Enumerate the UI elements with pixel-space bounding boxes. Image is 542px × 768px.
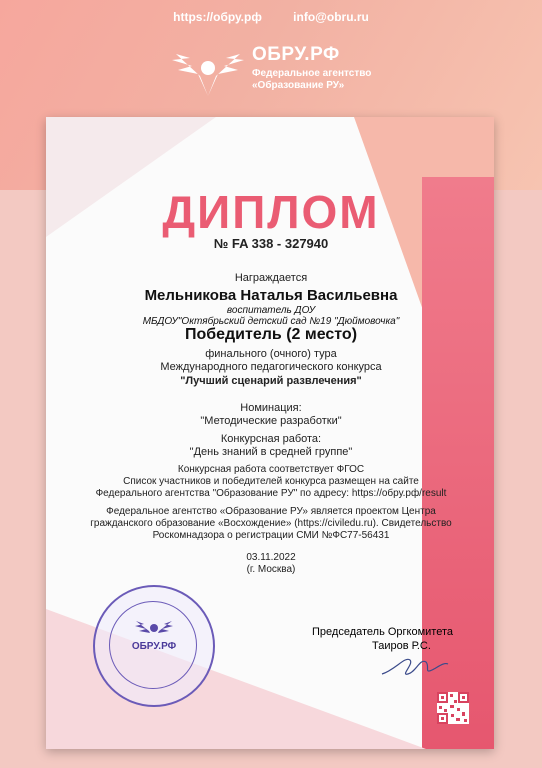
contest-text: Международного педагогического конкурса (160, 361, 382, 373)
diploma-number: № FA 338 - 327940 (213, 236, 329, 251)
project-text-1: Федеральное агентство «Образование РУ» является проектом Центра (106, 506, 436, 517)
logo-subtitle (252, 68, 371, 92)
site-link[interactable]: https://обру.рф (173, 10, 262, 24)
logo (170, 44, 390, 100)
issue-date: 03.11.2022 (246, 552, 296, 563)
recipient-org: МБДОУ"Октябрьский детский сад №19 "Дюймовочка" (142, 316, 400, 327)
header-links (0, 10, 542, 24)
email-link[interactable]: info@obru.ru (293, 10, 369, 24)
signer-title: Председатель Оргкомитета (312, 626, 454, 638)
logo-sub-line1: Федеральное агентство (252, 68, 372, 79)
project-text-3: Роскомнадзора о регистрации СМИ №ФС77-56431 (152, 530, 390, 541)
logo-sub-line2: «Образование РУ» (252, 80, 345, 91)
stamp-text: ОБРУ.РФ (131, 641, 177, 652)
list-text-2: Федерального агентства "Образование РУ" по адресу: https://обру.рф/result (95, 488, 447, 499)
issue-city: (г. Москва) (246, 564, 296, 575)
awarded-label: Награждается (234, 272, 308, 284)
logo-title: ОБРУ.РФ (252, 44, 340, 65)
official-stamp (93, 585, 215, 707)
place-award: Победитель (2 место) (184, 326, 358, 343)
nomination-label: Номинация: (240, 402, 302, 414)
qr-code-icon[interactable] (437, 692, 469, 724)
stage-text: финального (очного) тура (205, 348, 337, 360)
diploma-title: ДИПЛОМ (162, 186, 380, 238)
signer-name: Таиров Р.С. (372, 640, 431, 652)
recipient-name: Мельникова Наталья Васильевна (144, 287, 398, 304)
list-text-1: Список участников и победителей конкурса размещен на сайте (123, 476, 419, 487)
fgos-text: Конкурсная работа соответствует ФГОС (177, 464, 365, 475)
eagle-logo-icon (170, 46, 246, 98)
project-text-2: гражданского образование «Восхождение» (https://civiledu.ru). Свидетельство (90, 518, 452, 529)
work-label: Конкурсная работа: (220, 433, 322, 445)
nomination-value: "Методические разработки" (200, 415, 342, 427)
recipient-position: воспитатель ДОУ (226, 305, 316, 316)
signature-image (380, 650, 450, 680)
work-value: "День знаний в средней группе" (189, 446, 353, 458)
contest-name: "Лучший сценарий развлечения" (180, 375, 362, 387)
stamp-eagle-icon (134, 619, 174, 641)
